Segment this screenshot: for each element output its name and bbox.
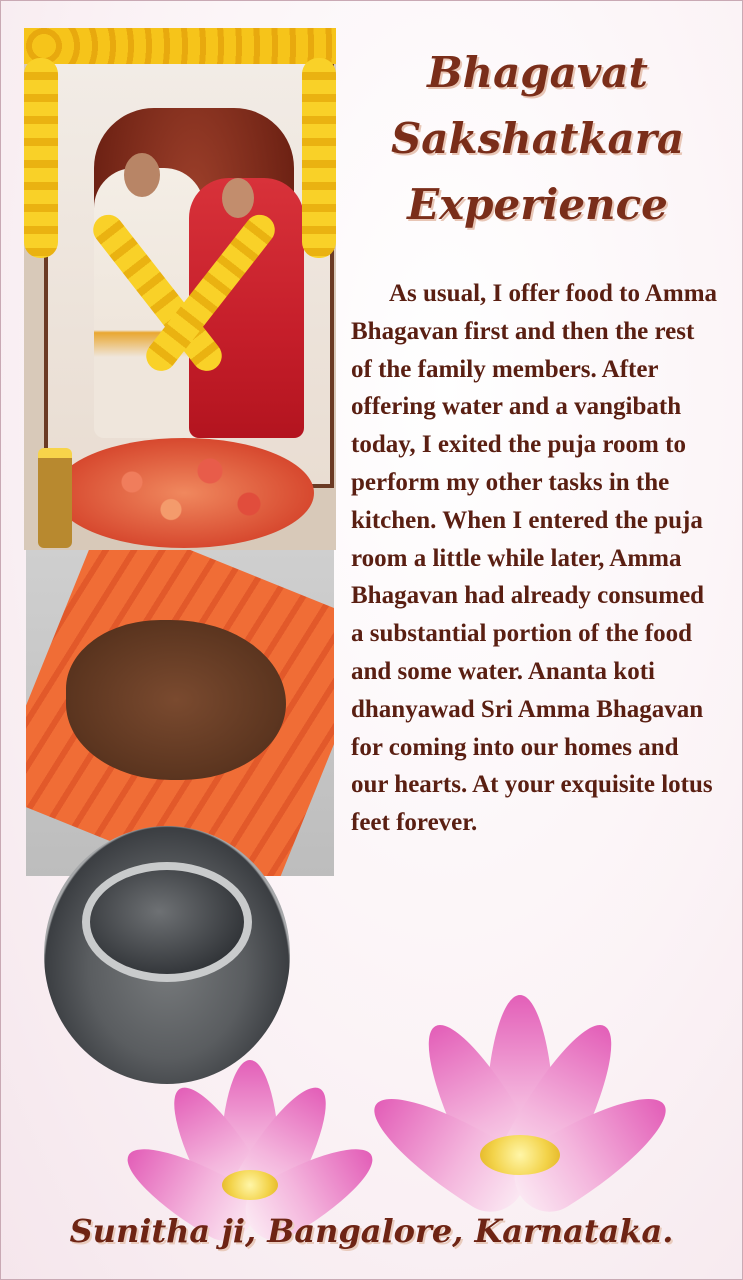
shrine-photo bbox=[24, 28, 336, 550]
flower-garland-left bbox=[24, 58, 58, 258]
face-left bbox=[124, 153, 160, 197]
title-line-3: Experience bbox=[407, 180, 668, 229]
tumbler-rim bbox=[82, 862, 252, 982]
water-tumbler-photo bbox=[44, 826, 290, 1084]
lotus-flower-left bbox=[150, 1060, 350, 1230]
flower-garland-right bbox=[302, 58, 336, 258]
author-signature: Sunitha ji, Bangalore, Karnataka. bbox=[69, 1212, 674, 1250]
rose-petals-offering bbox=[54, 438, 314, 548]
face-right bbox=[222, 178, 254, 218]
oil-lamp bbox=[38, 448, 72, 548]
experience-text bbox=[351, 275, 721, 842]
heading bbox=[350, 40, 725, 238]
lotus-flower-right bbox=[380, 995, 650, 1215]
experience-paragraph: As usual, I offer food to Amma Bhagavan first and then the rest of the family members. After offering water and a vangibath today, I exited the puja room to perform my other tasks in the kitchen. When I entered the puja room a little while later, Amma Bhagavan had already consumed a substantial portion of the food and some water. Ananta koti dhanyawad Sri Amma Bhagavan for coming into our homes and our hearts. At your exquisite lotus feet forever. bbox=[351, 280, 718, 837]
title-line-2: Sakshatkara bbox=[390, 114, 685, 163]
title-line-1: Bhagavat bbox=[427, 48, 648, 97]
flower-garland-top bbox=[24, 28, 336, 64]
